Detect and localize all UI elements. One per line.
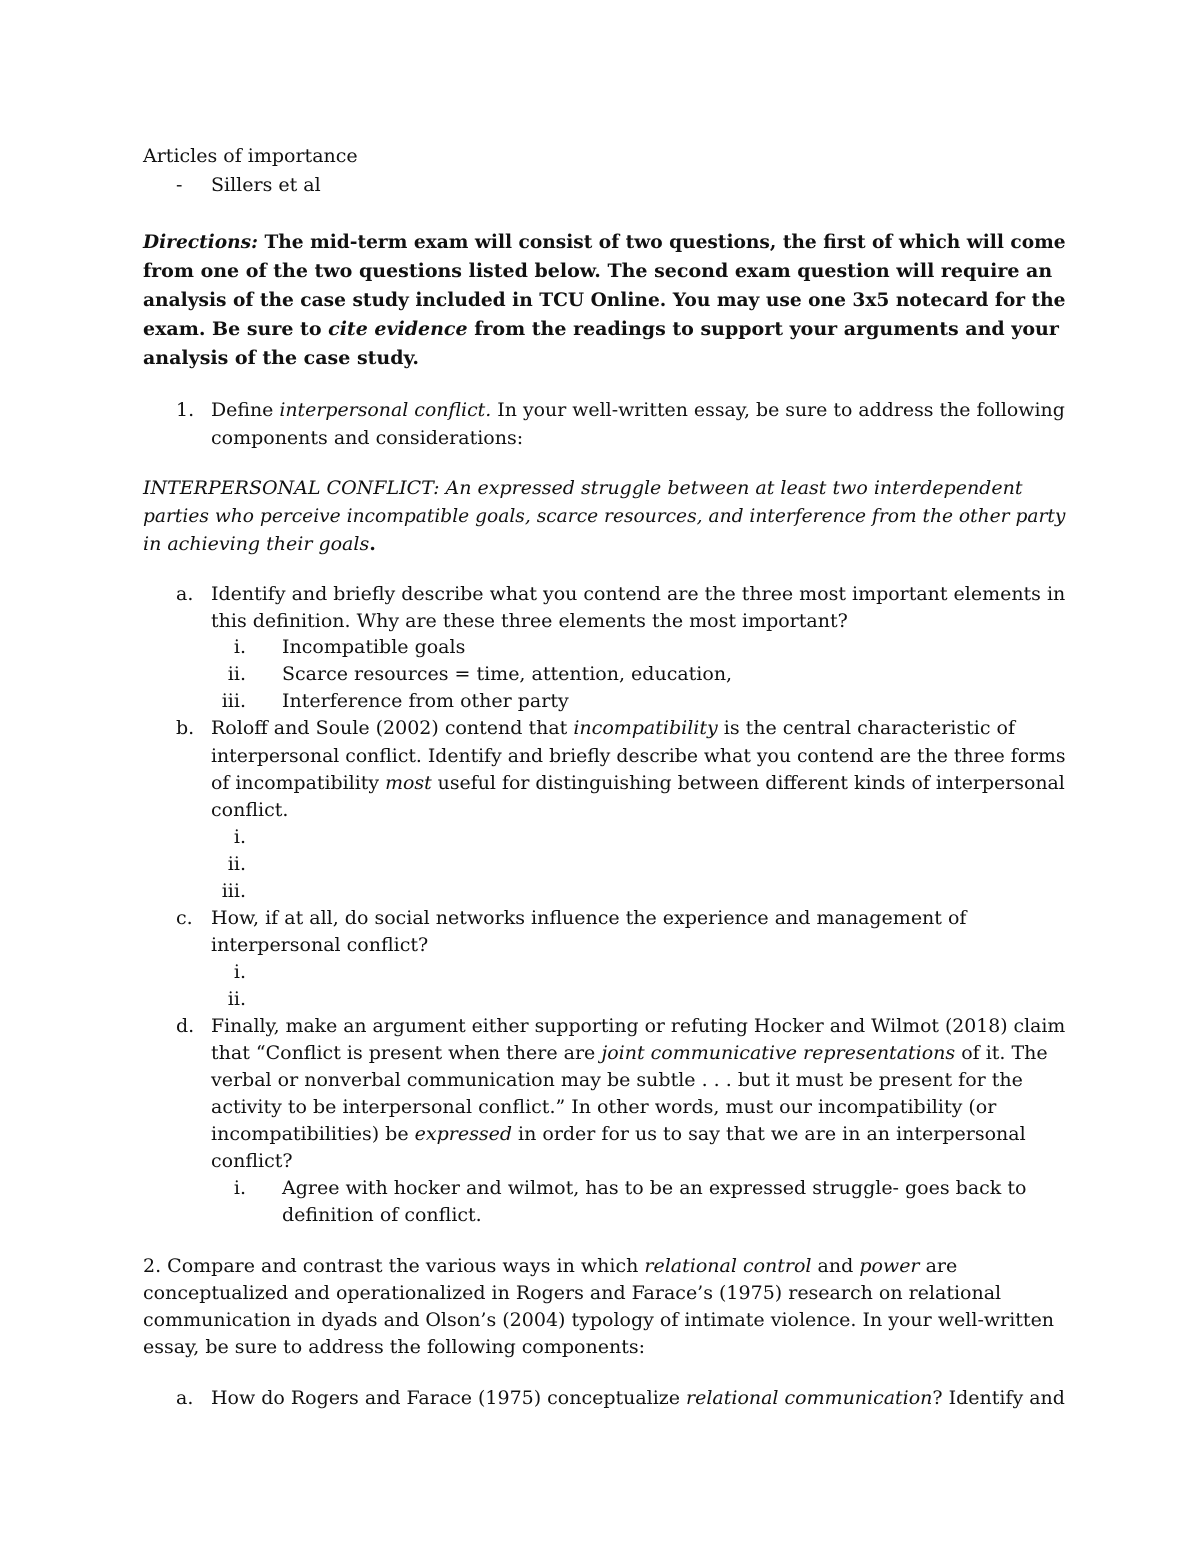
q2-line-4: essay, be sure to address the following components: (143, 1336, 645, 1358)
q2-line-1: 2. Compare and contrast the various ways in which relational control and power are (143, 1255, 958, 1277)
q1c-line-2: interpersonal conflict? (211, 934, 429, 956)
q1d-line-2: that “Conflict is present when there are joint communicative representations of it. The (211, 1042, 1048, 1064)
directions-label: Directions: (143, 231, 258, 253)
q1a-sub-text: Scarce resources = time, attention, education, (282, 663, 733, 685)
q1a-sub-number: i. (233, 636, 246, 658)
directions-line-4: exam. Be sure to cite evidence from the readings to support your arguments and your (143, 318, 1059, 340)
cite-evidence-emphasis: cite evidence (328, 318, 468, 340)
q2a-line-1: How do Rogers and Farace (1975) conceptualize relational communication? Identify and (211, 1387, 1065, 1409)
q1a-sub-number: ii. (227, 663, 246, 685)
definition-line-1: INTERPERSONAL CONFLICT: An expressed struggle between at least two interdependent (143, 477, 1023, 499)
q1d-sub-line-2: definition of conflict. (282, 1204, 482, 1226)
directions-line-1: Directions: The mid-term exam will consist of two questions, the first of which will come (143, 231, 1066, 253)
bullet-dash: - (176, 174, 183, 196)
definition-line-2: parties who perceive incompatible goals, scarce resources, and interference from the other party (143, 505, 1066, 527)
articles-item: Sillers et al (211, 174, 321, 196)
definition-line-3: in achieving their goals. (143, 533, 376, 555)
q1b-line-2: interpersonal conflict. Identify and briefly describe what you contend are the three forms (211, 745, 1066, 767)
q1d-sub-number: i. (233, 1177, 246, 1199)
q1d-line-1: Finally, make an argument either supporting or refuting Hocker and Wilmot (2018) claim (211, 1015, 1066, 1037)
directions-line-3: analysis of the case study included in TCU Online. You may use one 3x5 notecard for the (143, 289, 1066, 311)
q1d-sub-line-1: Agree with hocker and wilmot, has to be an expressed struggle- goes back to (282, 1177, 1027, 1199)
q2a-label: a. (176, 1387, 194, 1409)
q1b-line-1: Roloff and Soule (2002) contend that incompatibility is the central characteristic of (211, 717, 1015, 739)
q1c-sub-number: ii. (227, 988, 246, 1010)
q1b-sub-number: i. (233, 826, 246, 848)
directions-line-5: analysis of the case study. (143, 347, 420, 369)
articles-heading: Articles of importance (143, 145, 358, 167)
q1a-sub-number: iii. (221, 690, 246, 712)
q1a-label: a. (176, 583, 194, 605)
q1d-line-3: verbal or nonverbal communication may be subtle . . . but it must be present for the (211, 1069, 1023, 1091)
q1c-line-1: How, if at all, do social networks influence the experience and management of (211, 907, 967, 929)
q2-line-3: communication in dyads and Olson’s (2004) typology of intimate violence. In your well-written (143, 1309, 1055, 1331)
q1b-sub-number: iii. (221, 880, 246, 902)
q1b-label: b. (176, 717, 195, 739)
q1d-line-6: conflict? (211, 1150, 293, 1172)
q1b-line-4: conflict. (211, 799, 289, 821)
q1d-line-4: activity to be interpersonal conflict.” In other words, must our incompatibility (or (211, 1096, 997, 1118)
q2-line-2: conceptualized and operationalized in Rogers and Farace’s (1975) research on relational (143, 1282, 1002, 1304)
q1b-sub-number: ii. (227, 853, 246, 875)
q1-number: 1. (176, 399, 195, 421)
q1b-line-3: of incompatibility most useful for distinguishing between different kinds of interpersonal (211, 772, 1065, 794)
q1-line-2: components and considerations: (211, 427, 524, 449)
q1a-line-2: this definition. Why are these three elements the most important? (211, 610, 848, 632)
q1c-label: c. (176, 907, 193, 929)
q1-line-1: Define interpersonal conflict. In your well-written essay, be sure to address the following (211, 399, 1065, 421)
q1d-label: d. (176, 1015, 195, 1037)
q1d-line-5: incompatibilities) be expressed in order for us to say that we are in an interpersonal (211, 1123, 1026, 1145)
q1c-sub-number: i. (233, 961, 246, 983)
directions-line-2: from one of the two questions listed below. The second exam question will require an (143, 260, 1053, 282)
q1a-sub-text: Interference from other party (282, 690, 569, 712)
q1a-sub-text: Incompatible goals (282, 636, 466, 658)
q1a-line-1: Identify and briefly describe what you contend are the three most important elements in (211, 583, 1066, 605)
